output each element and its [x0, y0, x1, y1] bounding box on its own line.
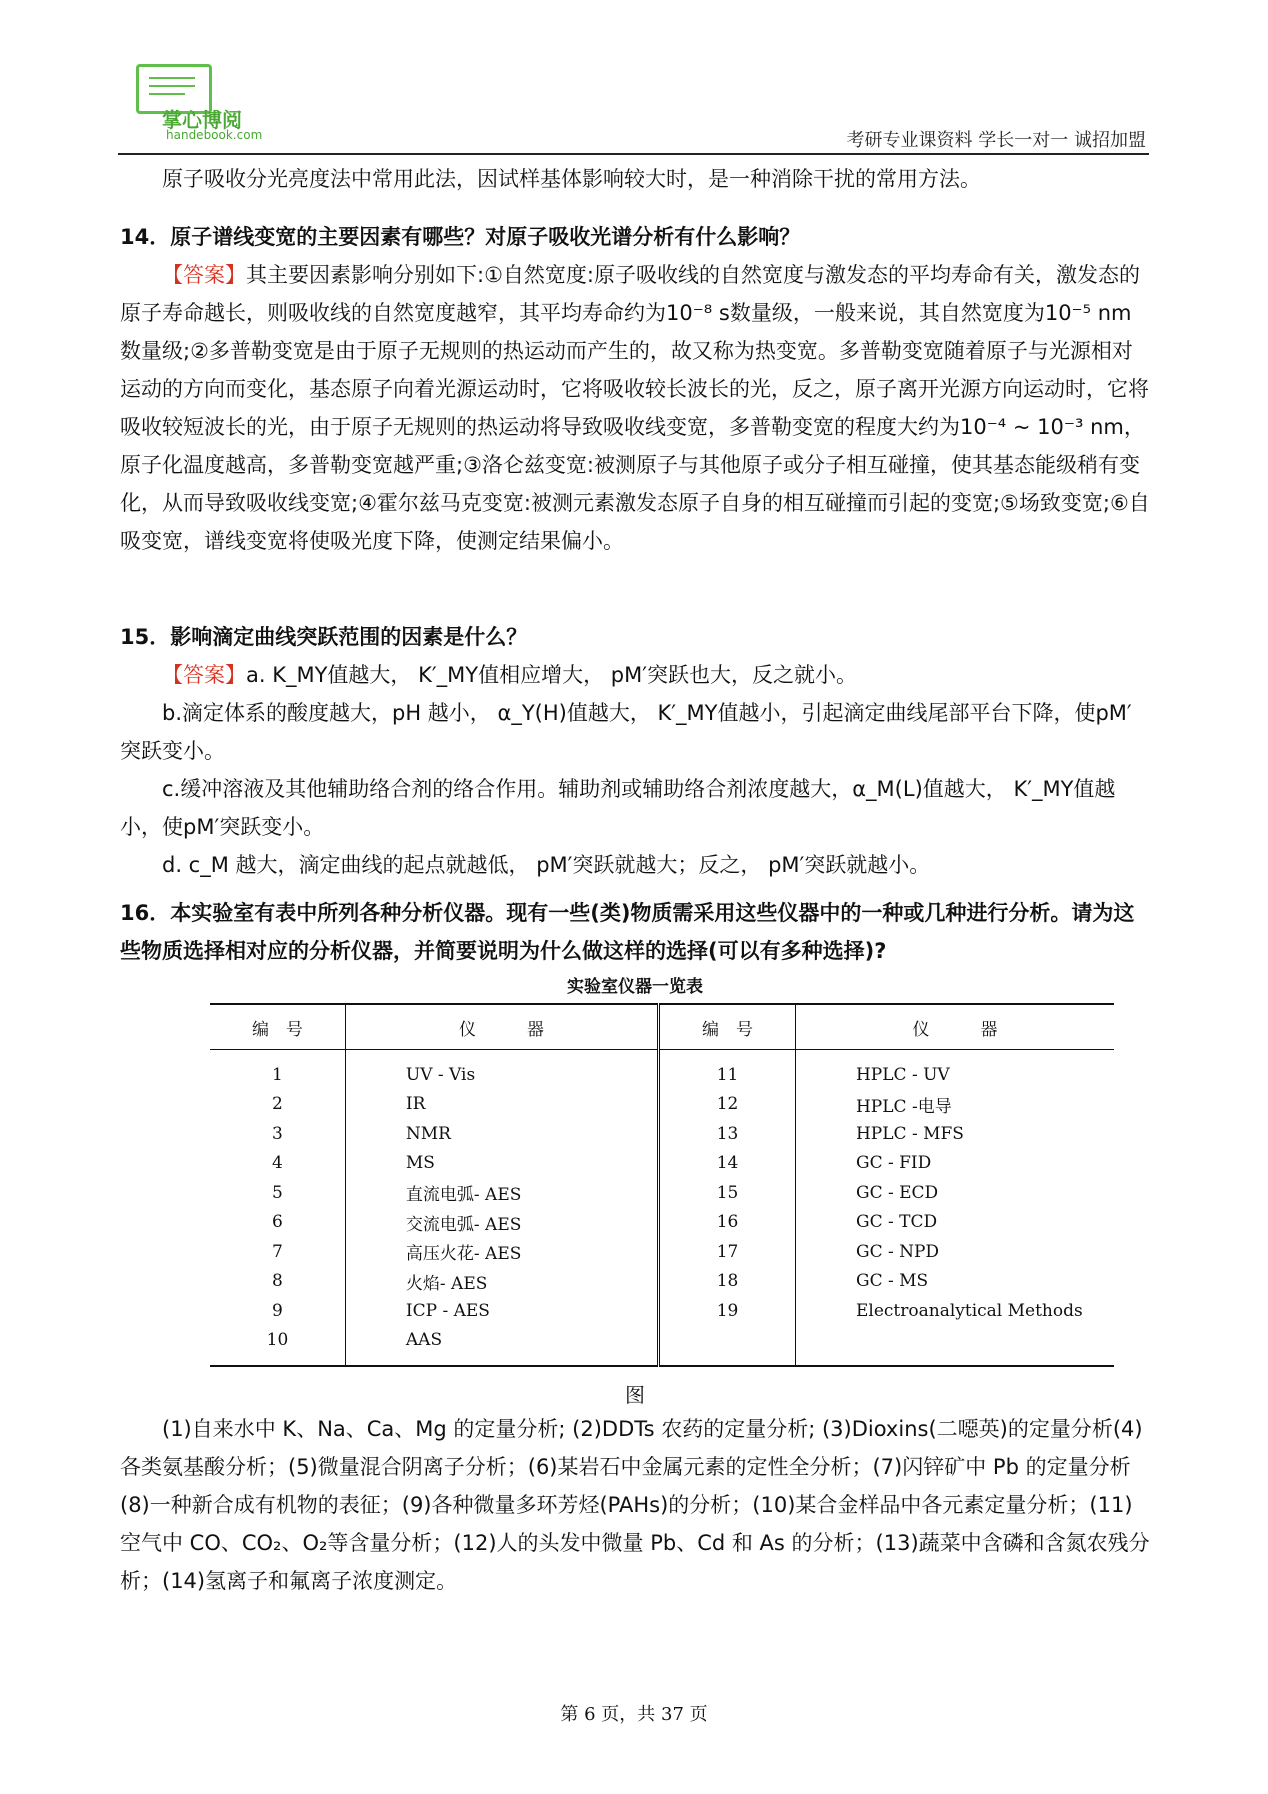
cell-number: 19 [716, 1300, 739, 1321]
cell-number: 15 [716, 1182, 739, 1203]
answer-15-a [120, 656, 1150, 694]
intro-line: 原子吸收分光亮度法中常用此法，因试样基体影响较大时，是一种消除干扰的常用方法。 [162, 167, 981, 191]
header-divider [118, 153, 1149, 155]
table-title: 实验室仪器一览表 [567, 977, 703, 997]
cell-instrument: AAS [345, 1326, 658, 1367]
logo-url: handebook.com [166, 128, 263, 142]
cell-instrument: UV - Vis [345, 1050, 658, 1090]
col-header-number: 编 号 [659, 1004, 796, 1050]
answer-tag: 【答案】 [162, 263, 246, 287]
cell-number: 16 [716, 1212, 739, 1233]
table-row [210, 1050, 1114, 1090]
cell-instrument: GC - FID [795, 1149, 1114, 1179]
table-row [210, 1267, 1114, 1297]
analysis-items: (1)自来水中 K、Na、Ca、Mg 的定量分析; (2)DDTs 农药的定量分析; (3)Dioxins(二噁英)的定量分析(4)各类氨基酸分析；(5)微量混合阴离子分析；(6)某岩石中金属元素的定性全分析；(7)闪锌矿中 Pb 的定量分析(8)一种新合成有机物的表征；(9)各种微量多环芳烃(PAHs)的分析；(10)某合金样品中各元素定量分析；(11)空气中 CO、CO₂、O₂等含量分析；(12)人的头发中微量 Pb、Cd 和 As 的分析；(13)蔬菜中含磷和含氮农残分析；(14)氢离子和氟离子浓度测定。 [120, 1417, 1150, 1593]
cell-number: 3 [272, 1123, 283, 1144]
cell-instrument: ICP - AES [345, 1296, 658, 1326]
cell-number: 4 [272, 1153, 283, 1174]
cell-instrument: IR [345, 1090, 658, 1120]
cell-instrument: HPLC - MFS [795, 1119, 1114, 1149]
header-slogan: 考研专业课资料 学长一对一 诚招加盟 [846, 130, 1146, 151]
table-row [210, 1178, 1114, 1208]
cell-number: 1 [272, 1064, 283, 1085]
cell-instrument: 高压火花- AES [345, 1237, 658, 1267]
question-15: 15．影响滴定曲线突跃范围的因素是什么？ [120, 625, 528, 649]
answer-14-text: 其主要因素影响分别如下:①自然宽度:原子吸收线的自然宽度与激发态的平均寿命有关，激发态的原子寿命越长，则吸收线的自然宽度越窄，其平均寿命约为10⁻⁸ s数量级，一般来说，其自然宽度为10⁻⁵ nm数量级;②多普勒变宽是由于原子无规则的热运动而产生的，故又称为热变宽。多普勒变宽随着原子与光源相对运动的方向而变化，基态原子向着光源运动时，它将吸收较长波长的光，反之，原子离开光源方向运动时，它将吸收较短波长的光，由于原子无规则的热运动将导致吸收线变宽，多普勒变宽的程度大约为10⁻⁴ ~ 10⁻³ nm，原子化温度越高，多普勒变宽越严重;③洛仑兹变宽:被测原子与其他原子或分子相互碰撞，使其基态能级稍有变化，从而导致吸收线变宽;④霍尔兹马克变宽:被测元素激发态原子自身的相互碰撞而引起的变宽;⑤场致变宽;⑥自吸变宽，谱线变宽将使吸光度下降，使测定结果偏小。 [120, 263, 1150, 553]
cell-instrument: GC - NPD [795, 1237, 1114, 1267]
cell-instrument: GC - TCD [795, 1208, 1114, 1238]
col-header-number: 编 号 [210, 1004, 345, 1050]
table-row [210, 1237, 1114, 1267]
answer-15-d: d. c_M 越大，滴定曲线的起点就越低， pM′突跃就越大；反之， pM′突跃就越小。 [162, 853, 931, 877]
cell-number: 10 [210, 1326, 345, 1367]
cell-number: 8 [272, 1271, 283, 1292]
logo [132, 62, 282, 142]
cell-instrument: 火焰- AES [345, 1267, 658, 1297]
instrument-table [210, 1003, 1114, 1367]
cell-number: 14 [716, 1153, 739, 1174]
table-row [210, 1119, 1114, 1149]
cell-instrument: GC - MS [795, 1267, 1114, 1297]
cell-number: 11 [716, 1064, 739, 1085]
page-number: 第 6 页，共 37 页 [560, 1704, 708, 1725]
cell-number: 12 [716, 1094, 739, 1115]
cell-number: 18 [716, 1271, 739, 1292]
cell-number: 7 [272, 1241, 283, 1262]
logo-text: 掌心博阅 [162, 108, 242, 132]
cell-number [659, 1326, 796, 1367]
table-header-row [210, 1004, 1114, 1050]
cell-instrument: HPLC -电导 [795, 1090, 1114, 1120]
page-body [120, 160, 1150, 1600]
cell-instrument: Electroanalytical Methods [795, 1296, 1114, 1326]
cell-instrument: HPLC - UV [795, 1050, 1114, 1090]
cell-number: 9 [272, 1300, 283, 1321]
table-row [210, 1326, 1114, 1367]
answer-15-a-text: a. K_MY值越大， K′_MY值相应增大， pM′突跃也大，反之就小。 [246, 663, 857, 687]
answer-tag: 【答案】 [162, 663, 246, 687]
cell-instrument: MS [345, 1149, 658, 1179]
cell-instrument [795, 1326, 1114, 1367]
table-row [210, 1296, 1114, 1326]
cell-number: 5 [272, 1182, 283, 1203]
figure-caption: 图 [625, 1383, 645, 1407]
col-header-instrument: 仪 器 [795, 1004, 1114, 1050]
table-row [210, 1149, 1114, 1179]
col-header-instrument: 仪 器 [345, 1004, 658, 1050]
table-row [210, 1208, 1114, 1238]
cell-instrument: 直流电弧- AES [345, 1178, 658, 1208]
cell-number: 2 [272, 1094, 283, 1115]
answer-15-c: c.缓冲溶液及其他辅助络合剂的络合作用。辅助剂或辅助络合剂浓度越大，α_M(L)值越大， K′_MY值越小，使pM′突跃变小。 [120, 777, 1116, 839]
answer-14 [120, 256, 1150, 560]
cell-number: 17 [716, 1241, 739, 1262]
table-row [210, 1090, 1114, 1120]
question-14: 14．原子谱线变宽的主要因素有哪些？对原子吸收光谱分析有什么影响？ [120, 225, 801, 249]
cell-instrument: 交流电弧- AES [345, 1208, 658, 1238]
cell-number: 13 [716, 1123, 739, 1144]
cell-instrument: GC - ECD [795, 1178, 1114, 1208]
cell-instrument: NMR [345, 1119, 658, 1149]
answer-15-b: b.滴定体系的酸度越大，pH 越小， α_Y(H)值越大， K′_MY值越小，引起滴定曲线尾部平台下降，使pM′突跃变小。 [120, 701, 1132, 763]
question-16: 16．本实验室有表中所列各种分析仪器。现有一些(类)物质需采用这些仪器中的一种或几种进行分析。请为这些物质选择相对应的分析仪器，并简要说明为什么做这样的选择(可以有多种选择)? [120, 901, 1135, 963]
cell-number: 6 [272, 1212, 283, 1233]
